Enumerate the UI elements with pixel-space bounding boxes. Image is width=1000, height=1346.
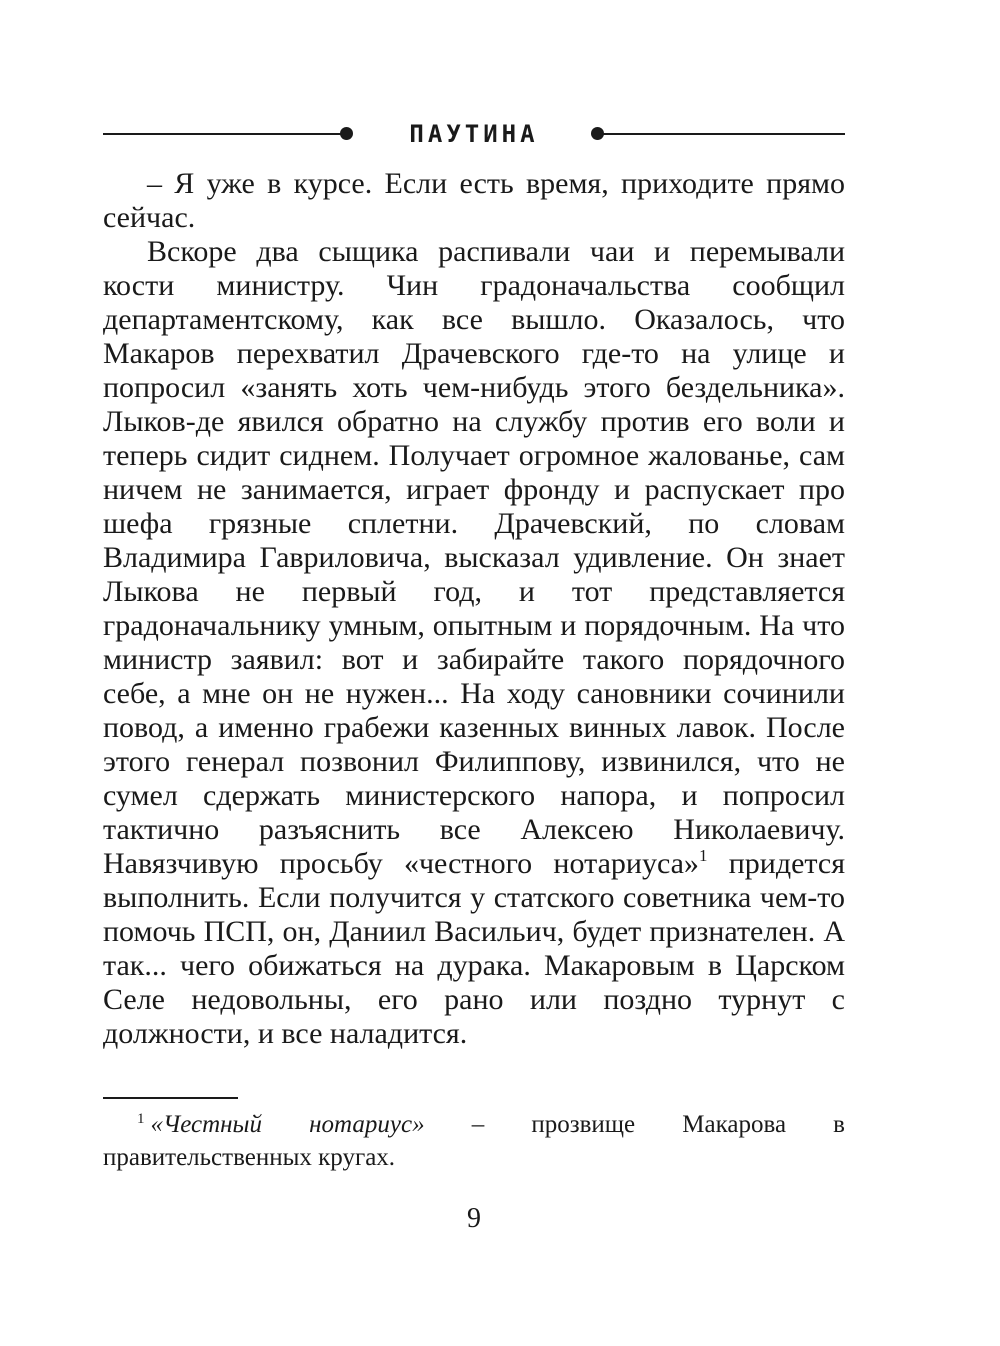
footnote (103, 1108, 845, 1174)
page-number: 9 (467, 1203, 481, 1234)
paragraph-text: Вскоре два сыщика распивали чаи и перемывали кости министру. Чин градоначальства сообщил департаментскому, как все вышло. Оказалось, что Макаров перехватил Драчевского где-то на улице и попросил «занять хоть чем-нибудь этого бездельника». Лыков-де явился обратно на службу против его воли и теперь сидит сиднем. Получает огромное жалованье, сам ничем не занимается, играет фронду и распускает про шефа грязные сплетни. Драчевский, по словам Владимира Гавриловича, высказал удивление. Он знает Лыкова не первый год, и тот представляется градоначальнику умным, опытным и порядочным. На что министр заявил: вот и забирайте такого порядочного себе, а мне он не нужен... На ходу сановники сочинили повод, а именно грабежи казенных винных лавок. После этого генерал позвонил Филиппову, извинился, что не сумел сдержать министерского напора, и попросил тактично разъяснить все Алексею Николаевичу. Навязчивую просьбу «честного нотариуса» (103, 235, 845, 880)
running-header (103, 118, 845, 150)
header-rule-right (598, 133, 845, 135)
paragraph-text: придется выполнить. Если получится у статского советника чем-то помочь ПСП, он, Даниил Васильич, будет признателен. А так... чего обижаться на дурака. Макаровым в Царском Селе недовольны, его рано или поздно турнут с должности, и все наладится. (103, 847, 845, 1050)
footnote-term: «Честный нотариус» (150, 1111, 425, 1138)
main-text (103, 167, 845, 1051)
running-title: ПАУТИНА (409, 120, 539, 148)
footnote-text: – прозвище Макарова в правительственных кругах. (103, 1111, 845, 1171)
paragraph (103, 167, 845, 235)
footnote-reference[interactable]: 1 (698, 846, 708, 865)
paragraph (103, 235, 845, 1051)
footnote-divider (103, 1097, 238, 1099)
paragraph-text: – Я уже в курсе. Если есть время, приходите прямо сейчас. (103, 167, 845, 234)
footnote-number: 1 (137, 1111, 145, 1127)
